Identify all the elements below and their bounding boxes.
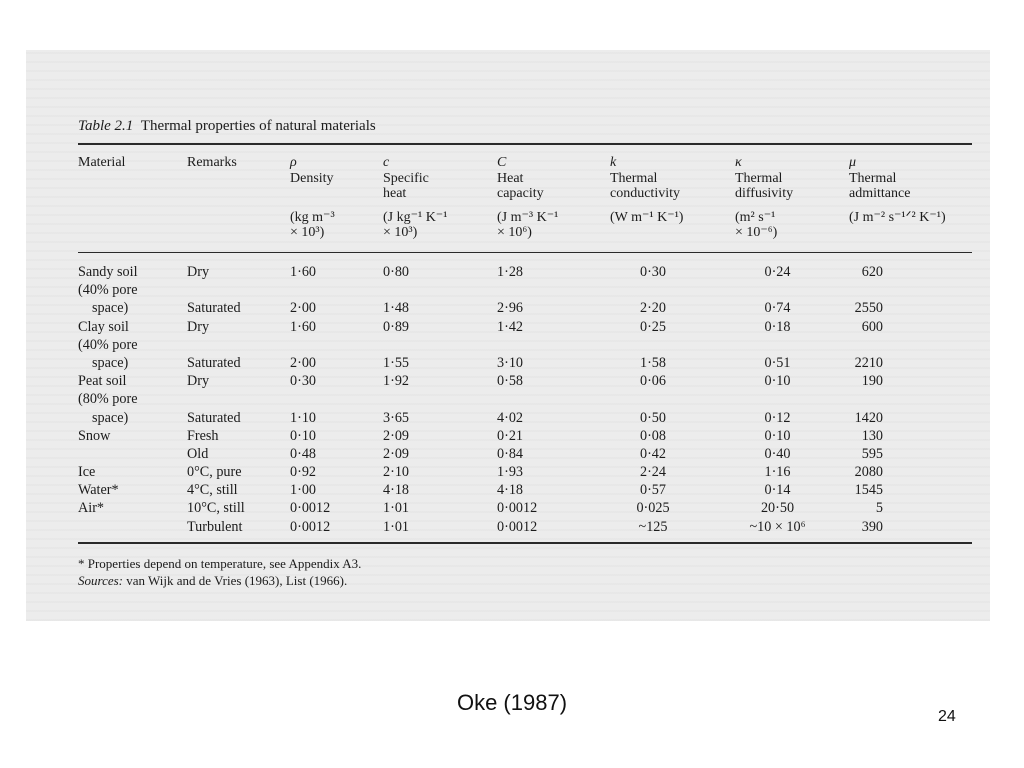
header-units: × 10³): [383, 225, 418, 240]
table-row: [0, 354, 990, 372]
header-label: capacity: [497, 186, 544, 201]
cell-density: 0·0012: [290, 500, 331, 517]
header-symbol: k: [610, 155, 617, 170]
sources-label: Sources:: [78, 573, 124, 588]
cell-diffusivity: 0·12: [764, 409, 791, 426]
cell-remarks: Turbulent: [187, 518, 243, 535]
cell-remarks: Dry: [187, 373, 210, 390]
cell-conductivity: ~125: [638, 518, 668, 535]
header-label: Thermal: [735, 170, 783, 186]
cell-diffusivity: 20·50: [760, 500, 795, 517]
table-title: Thermal properties of natural materials: [140, 118, 376, 134]
header-label: Thermal: [849, 170, 897, 186]
cell-heat-capacity: 2·96: [497, 300, 524, 317]
cell-conductivity: 0·57: [639, 482, 666, 499]
cell-admittance: 5: [875, 500, 883, 517]
cell-conductivity: 0·025: [636, 500, 670, 517]
table-row: [0, 390, 990, 408]
cell-heat-capacity: 0·0012: [497, 518, 538, 535]
header-label: Specific: [383, 170, 429, 186]
cell-remarks: Dry: [187, 264, 210, 280]
cell-material: Peat soil: [78, 373, 127, 390]
cell-material: (80% pore: [78, 391, 138, 408]
cell-density: 1·60: [290, 264, 317, 280]
cell-remarks: 10°C, still: [187, 500, 245, 517]
cell-conductivity: 2·20: [639, 300, 666, 317]
cell-diffusivity: 0·10: [764, 427, 791, 444]
cell-heat-capacity: 0·0012: [497, 500, 538, 517]
cell-specific-heat: 1·48: [383, 300, 410, 317]
cell-heat-capacity: 1·42: [497, 318, 524, 335]
cell-heat-capacity: 0·21: [497, 427, 524, 444]
header-remarks: [187, 155, 237, 171]
header-label: diffusivity: [735, 186, 794, 201]
cell-diffusivity: 0·74: [764, 300, 791, 317]
cell-heat-capacity: 4·02: [497, 409, 524, 426]
header-specific-heat: [383, 155, 447, 241]
header-material: [78, 155, 125, 171]
table-header: [0, 155, 990, 250]
header-label: Density: [290, 170, 334, 186]
cell-specific-heat: 2·09: [383, 427, 410, 444]
cell-conductivity: 0·06: [639, 373, 666, 390]
cell-material: space): [92, 354, 129, 371]
cell-conductivity: 0·30: [639, 264, 666, 280]
cell-diffusivity: 0·10: [764, 373, 791, 390]
cell-diffusivity: 0·24: [764, 264, 791, 280]
header-label: conductivity: [610, 186, 680, 201]
header-label: Material: [78, 155, 126, 170]
header-label: admittance: [849, 186, 911, 201]
footnote: * Properties depend on temperature, see Appendix A3.: [78, 556, 362, 571]
cell-specific-heat: 2·09: [383, 445, 410, 462]
header-units: (m² s⁻¹: [735, 209, 776, 225]
slide-page-number: 24: [938, 708, 956, 725]
cell-admittance: 2210: [854, 354, 883, 371]
cell-remarks: Saturated: [187, 409, 241, 426]
cell-conductivity: 0·08: [639, 427, 666, 444]
header-heat-capacity: [497, 155, 558, 241]
cell-conductivity: 0·50: [639, 409, 666, 426]
cell-admittance: 2550: [854, 300, 883, 317]
cell-specific-heat: 0·89: [383, 318, 410, 335]
table-top-rule: [78, 143, 972, 145]
table-header-rule: [78, 252, 972, 253]
cell-remarks: Saturated: [187, 354, 241, 371]
cell-specific-heat: 1·01: [383, 500, 410, 517]
cell-heat-capacity: 4·18: [497, 482, 524, 499]
table-caption: [78, 118, 376, 135]
cell-density: 0·30: [290, 373, 317, 390]
cell-admittance: 600: [861, 318, 883, 335]
header-units: (J m⁻² s⁻¹ᐟ² K⁻¹): [849, 209, 946, 225]
cell-conductivity: 0·42: [639, 445, 666, 462]
cell-admittance: 620: [861, 264, 883, 280]
header-label: heat: [383, 186, 407, 201]
cell-density: 1·00: [290, 482, 317, 499]
cell-specific-heat: 1·01: [383, 518, 410, 535]
cell-specific-heat: 0·80: [383, 264, 410, 280]
table-row: [0, 427, 990, 445]
cell-admittance: 390: [861, 518, 883, 535]
cell-density: 0·92: [290, 464, 317, 481]
cell-material: Ice: [78, 464, 96, 481]
cell-heat-capacity: 0·58: [497, 373, 524, 390]
cell-conductivity: 1·58: [639, 354, 666, 371]
cell-admittance: 1545: [854, 482, 883, 499]
cell-remarks: Old: [187, 445, 209, 462]
sources-line: [78, 572, 361, 589]
header-admittance: [849, 155, 946, 225]
table-row: [0, 463, 990, 481]
cell-specific-heat: 3·65: [383, 409, 410, 426]
table-row: [0, 499, 990, 517]
slide-attribution: Oke (1987): [456, 690, 568, 715]
cell-admittance: 1420: [854, 409, 883, 426]
cell-material: Water*: [78, 482, 119, 499]
table-row: [0, 372, 990, 390]
header-symbol: μ: [849, 155, 857, 170]
cell-heat-capacity: 3·10: [497, 354, 524, 371]
table-body: [0, 263, 990, 536]
table-row: [0, 318, 990, 336]
table-row: [0, 281, 990, 299]
cell-density: 2·00: [290, 300, 317, 317]
cell-remarks: 0°C, pure: [187, 464, 242, 481]
cell-density: 1·10: [290, 409, 317, 426]
cell-heat-capacity: 1·93: [497, 464, 524, 481]
cell-diffusivity: 1·16: [764, 464, 791, 481]
header-units: (W m⁻¹ K⁻¹): [610, 209, 684, 225]
cell-material: (40% pore: [78, 336, 138, 353]
header-density: [290, 155, 335, 241]
table-footnotes: [78, 555, 361, 589]
cell-material: space): [92, 300, 129, 317]
cell-density: 0·0012: [290, 518, 331, 535]
cell-density: 1·60: [290, 318, 317, 335]
header-label: Remarks: [187, 155, 237, 170]
cell-diffusivity: 0·51: [764, 354, 791, 371]
header-symbol: ρ: [290, 155, 297, 170]
header-symbol: κ: [735, 155, 742, 170]
cell-admittance: 190: [861, 373, 883, 390]
header-symbol: c: [383, 155, 390, 170]
cell-specific-heat: 1·55: [383, 354, 410, 371]
cell-heat-capacity: 1·28: [497, 264, 524, 280]
cell-material: Clay soil: [78, 318, 129, 335]
header-symbol: C: [497, 155, 507, 170]
cell-specific-heat: 4·18: [383, 482, 410, 499]
cell-material: Air*: [78, 500, 105, 517]
cell-density: 0·48: [290, 445, 317, 462]
cell-remarks: Fresh: [187, 427, 219, 444]
cell-material: Sandy soil: [78, 264, 138, 280]
header-units: (kg m⁻³: [290, 209, 335, 225]
cell-diffusivity: 0·40: [764, 445, 791, 462]
table-row: [0, 518, 990, 536]
cell-specific-heat: 2·10: [383, 464, 410, 481]
cell-density: 2·00: [290, 354, 317, 371]
cell-conductivity: 2·24: [639, 464, 666, 481]
header-units: × 10³): [290, 225, 325, 240]
cell-material: (40% pore: [78, 282, 138, 299]
cell-specific-heat: 1·92: [383, 373, 410, 390]
cell-material: space): [92, 409, 129, 426]
header-conductivity: [610, 155, 683, 225]
table-bottom-rule: [78, 542, 972, 544]
cell-diffusivity: 0·18: [764, 318, 791, 335]
header-label: Thermal: [610, 170, 658, 186]
header-units: (J m⁻³ K⁻¹: [497, 209, 559, 225]
header-units: × 10⁻⁶): [735, 225, 778, 240]
header-label: Heat: [497, 170, 524, 186]
header-units: (J kg⁻¹ K⁻¹: [383, 209, 448, 225]
cell-remarks: Dry: [187, 318, 210, 335]
cell-admittance: 130: [861, 427, 883, 444]
cell-remarks: 4°C, still: [187, 482, 238, 499]
cell-conductivity: 0·25: [639, 318, 666, 335]
table-row: [0, 409, 990, 427]
table-row: [0, 299, 990, 317]
cell-diffusivity: ~10 × 10⁶: [749, 518, 806, 535]
cell-diffusivity: 0·14: [764, 482, 791, 499]
cell-admittance: 2080: [854, 464, 883, 481]
sources-text: van Wijk and de Vries (1963), List (1966).: [123, 573, 348, 588]
table-row: [0, 263, 990, 281]
cell-remarks: Saturated: [187, 300, 241, 317]
table-row: [0, 336, 990, 354]
cell-material: Snow: [78, 427, 111, 444]
cell-heat-capacity: 0·84: [497, 445, 524, 462]
header-diffusivity: [735, 155, 793, 241]
cell-admittance: 595: [861, 445, 883, 462]
cell-density: 0·10: [290, 427, 317, 444]
table-label: Table 2.1: [78, 118, 134, 134]
header-units: × 10⁶): [497, 225, 532, 240]
table-row: [0, 481, 990, 499]
table-row: [0, 445, 990, 463]
